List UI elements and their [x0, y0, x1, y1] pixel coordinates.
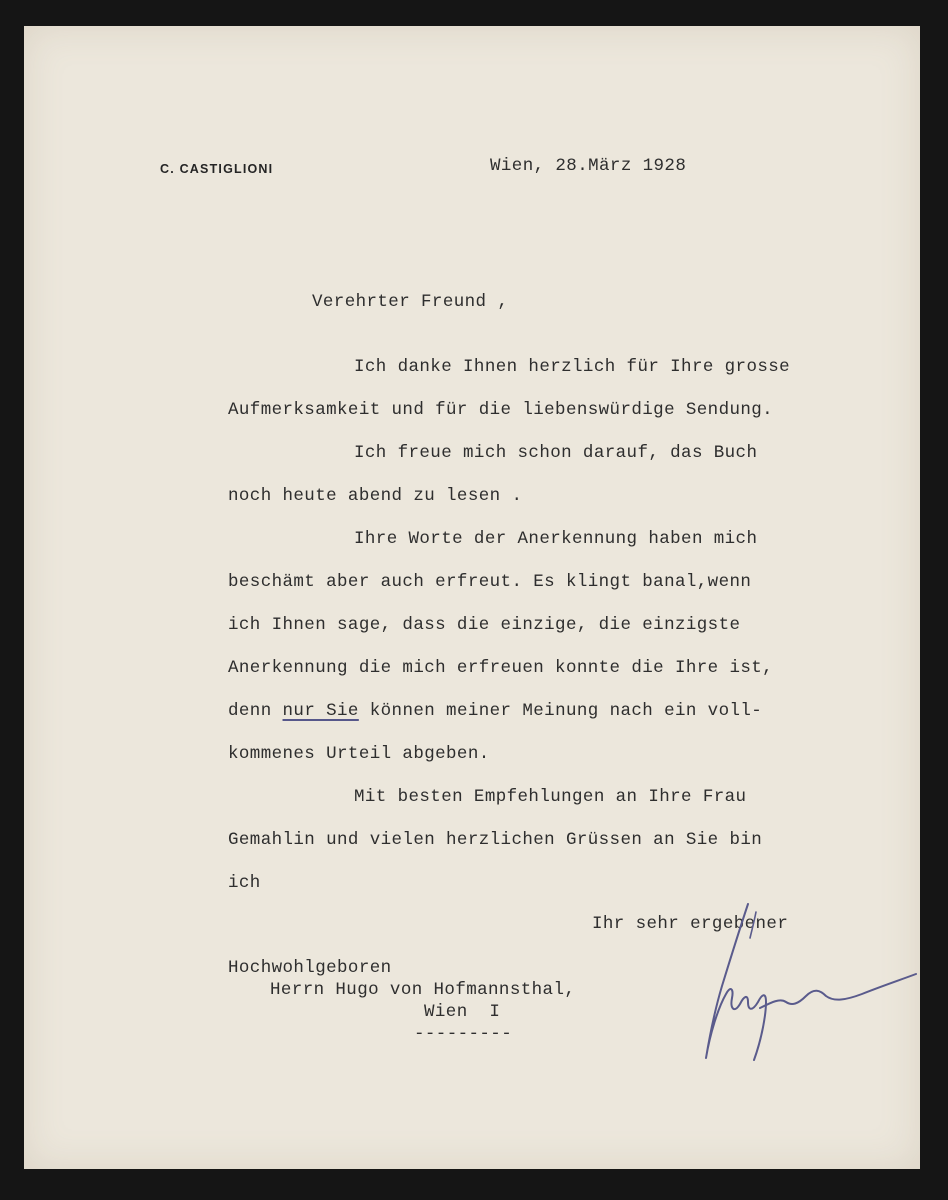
address-line: Hochwohlgeboren [228, 958, 392, 978]
body-line [228, 701, 762, 721]
letter-page [24, 26, 920, 1169]
body-line: ich Ihnen sage, dass die einzige, die einzigste [228, 615, 741, 635]
body-line: Ich danke Ihnen herzlich für Ihre grosse [354, 357, 791, 377]
letter-date: Wien, 28.März 1928 [490, 156, 687, 176]
body-line: Gemahlin und vielen herzlichen Grüssen an Sie bin [228, 830, 763, 850]
body-line: Anerkennung die mich erfreuen konnte die Ihre ist, [228, 658, 774, 678]
body-line: beschämt aber auch erfreut. Es klingt banal,wenn [228, 572, 752, 592]
closing: Ihr sehr ergebener [592, 914, 789, 934]
body-text: können meiner Meinung nach ein voll- [369, 701, 763, 721]
address-line: Herrn Hugo von Hofmannsthal, [270, 980, 576, 1000]
handwritten-signature [696, 898, 926, 1078]
salutation: Verehrter Freund , [312, 292, 509, 312]
body-line: Ihre Worte der Anerkennung haben mich [354, 529, 758, 549]
body-line: ich [228, 873, 261, 893]
underlined-emphasis: nur Sie [282, 701, 359, 721]
body-text: denn [228, 701, 272, 721]
body-line: kommenes Urteil abgeben. [228, 744, 490, 764]
body-line: noch heute abend zu lesen . [228, 486, 523, 506]
letterhead: C. CASTIGLIONI [160, 162, 274, 176]
body-line: Ich freue mich schon darauf, das Buch [354, 443, 758, 463]
body-line: Aufmerksamkeit und für die liebenswürdige Sendung. [228, 400, 774, 420]
address-line: --------- [414, 1024, 513, 1044]
body-line: Mit besten Empfehlungen an Ihre Frau [354, 787, 747, 807]
address-line: Wien I [424, 1002, 501, 1022]
